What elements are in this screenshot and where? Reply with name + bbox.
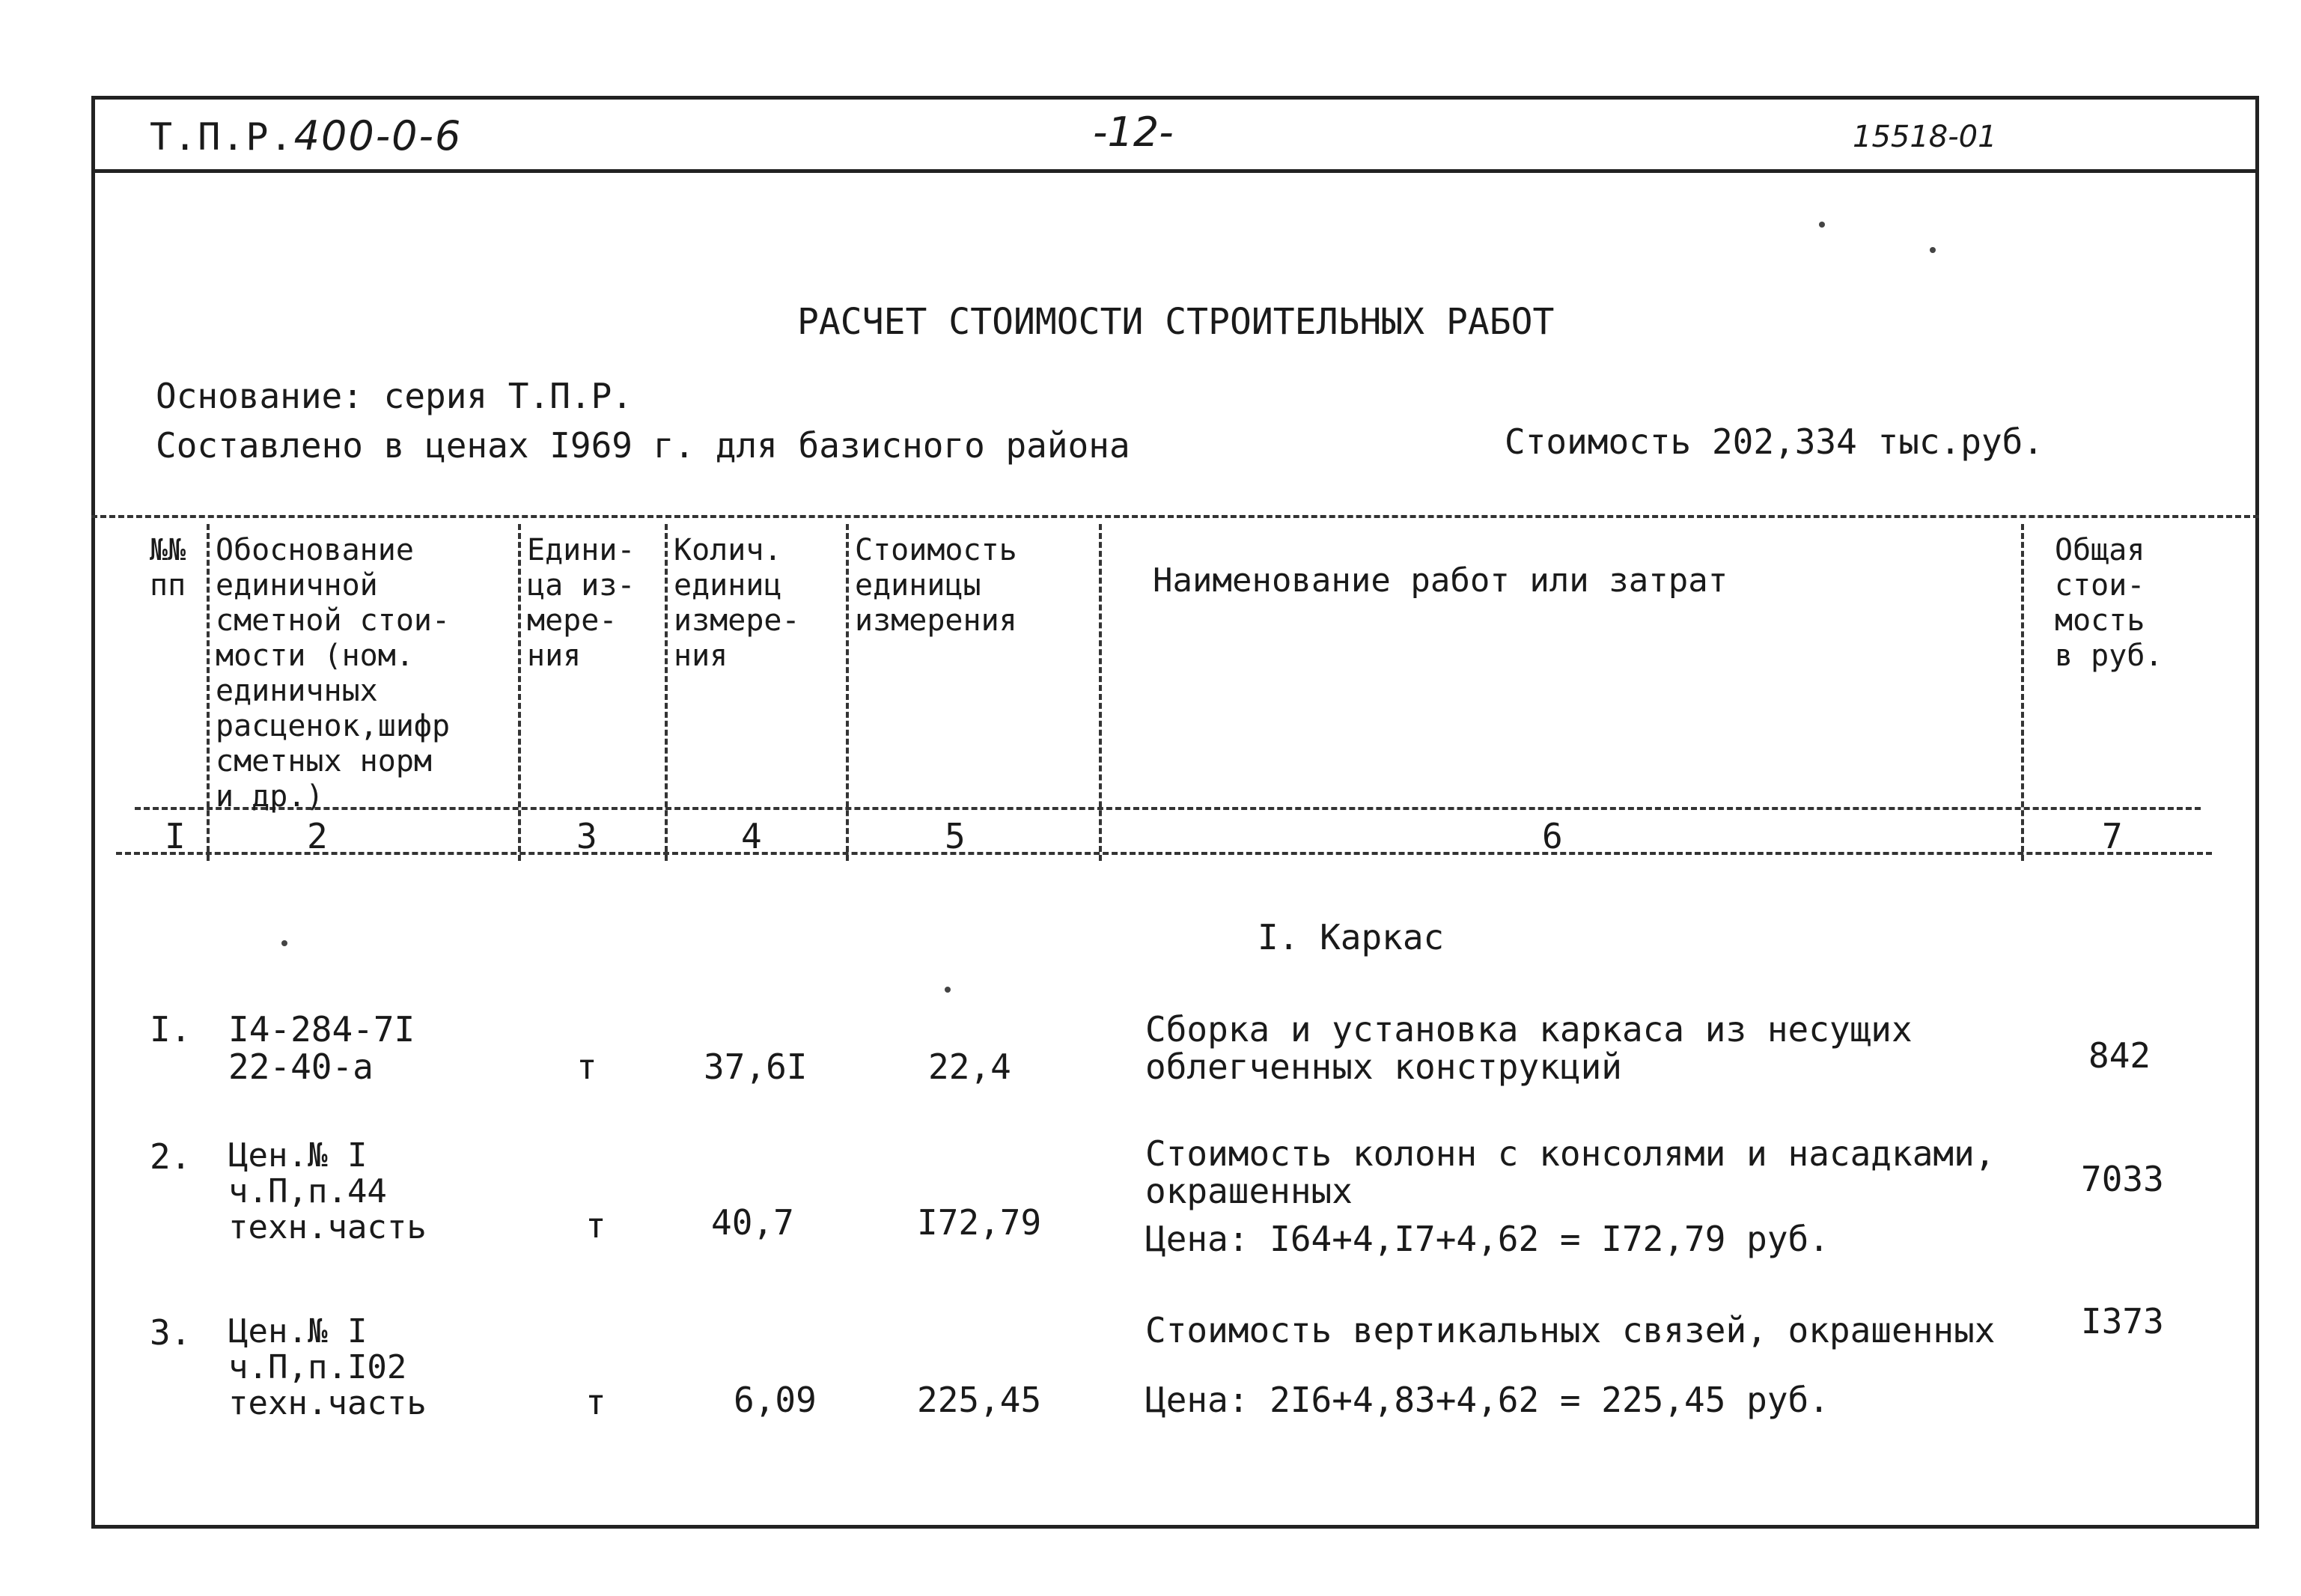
- row-qty: 40,7: [711, 1202, 794, 1243]
- header-divider: [91, 169, 2259, 173]
- row-unit: т: [585, 1382, 606, 1422]
- col-number: 3: [576, 816, 597, 856]
- row-unit: т: [576, 1047, 597, 1087]
- col-header-unit: Едини- ца из- мере- ния: [527, 533, 636, 673]
- col-divider: [846, 524, 849, 861]
- row-basis: I4-284-7I 22-40-а: [228, 1009, 415, 1087]
- sheet-code: 15518-01: [1853, 120, 1997, 154]
- row-number: 2.: [150, 1136, 192, 1177]
- row-qty: 6,09: [734, 1380, 817, 1420]
- col-divider: [2021, 524, 2024, 861]
- col-header-num: №№ пп: [150, 533, 186, 603]
- col-number: 2: [307, 816, 328, 856]
- row-qty: 37,6I: [704, 1047, 808, 1087]
- col-header-basis: Обоснование единичной сметной стои- мости (ном. единичных расценок,шифр сметных норм и др.): [216, 533, 451, 814]
- row-unit: т: [585, 1205, 606, 1246]
- col-number: 7: [2102, 816, 2123, 856]
- row-name: Стоимость колонн с консолями и насадками, окрашенных: [1145, 1133, 1996, 1211]
- basis-line: Основание: серия Т.П.Р.: [156, 376, 633, 416]
- row-price-note: Цена: 2I6+4,83+4,62 = 225,45 руб.: [1145, 1380, 1829, 1420]
- col-divider: [518, 524, 521, 861]
- col-divider: [1099, 524, 1102, 861]
- table-top-rule: [91, 515, 2259, 518]
- scan-speck: [281, 940, 287, 946]
- scan-speck: [945, 987, 951, 993]
- row-unit-cost: 225,45: [917, 1380, 1042, 1420]
- row-name: Стоимость вертикальных связей, окрашенных: [1145, 1310, 1996, 1350]
- col-header-total: Общая стои- мость в руб.: [2055, 533, 2163, 673]
- doc-code-handwritten: 400-0-6: [293, 112, 463, 159]
- col-number: 4: [741, 816, 762, 856]
- table-bottom-rule: [116, 852, 2212, 855]
- composed-line: Составлено в ценах I969 г. для базисного района: [156, 425, 1130, 466]
- row-basis: Цен.№ I ч.П,п.I02 техн.часть: [228, 1312, 427, 1422]
- col-number: I: [165, 816, 186, 856]
- row-total: 7033: [2081, 1159, 2164, 1199]
- row-price-note: Цена: I64+4,I7+4,62 = I72,79 руб.: [1145, 1219, 1829, 1259]
- col-header-qty: Колич. единиц измере- ния: [674, 533, 800, 673]
- row-number: I.: [150, 1009, 192, 1050]
- row-total: 842: [2088, 1035, 2151, 1076]
- row-unit-cost: 22,4: [928, 1047, 1011, 1087]
- total-cost: Стоимость 202,334 тыс.руб.: [1505, 421, 2044, 462]
- col-divider: [665, 524, 668, 861]
- col-header-unit-cost: Стоимость единицы измерения: [855, 533, 1017, 638]
- scan-speck: [1930, 247, 1936, 253]
- row-total: I373: [2081, 1301, 2164, 1341]
- col-divider: [207, 524, 210, 861]
- doc-code: [150, 112, 462, 159]
- col-number: 6: [1542, 816, 1563, 856]
- doc-prefix: Т.П.Р.: [150, 115, 294, 159]
- row-unit-cost: I72,79: [917, 1202, 1042, 1243]
- scan-speck: [1819, 222, 1825, 228]
- row-number: 3.: [150, 1312, 192, 1353]
- row-basis: Цен.№ I ч.П,п.44 техн.часть: [228, 1136, 427, 1246]
- page-number: -12-: [1093, 109, 1174, 156]
- col-number: 5: [945, 816, 966, 856]
- section-title: I. Каркас: [1258, 917, 1445, 957]
- row-name: Сборка и установка каркаса из несущих облегченных конструкций: [1145, 1009, 1913, 1087]
- document-title: РАСЧЕТ СТОИМОСТИ СТРОИТЕЛЬНЫХ РАБОТ: [797, 301, 1555, 343]
- col-header-name: Наименование работ или затрат: [1153, 561, 1728, 600]
